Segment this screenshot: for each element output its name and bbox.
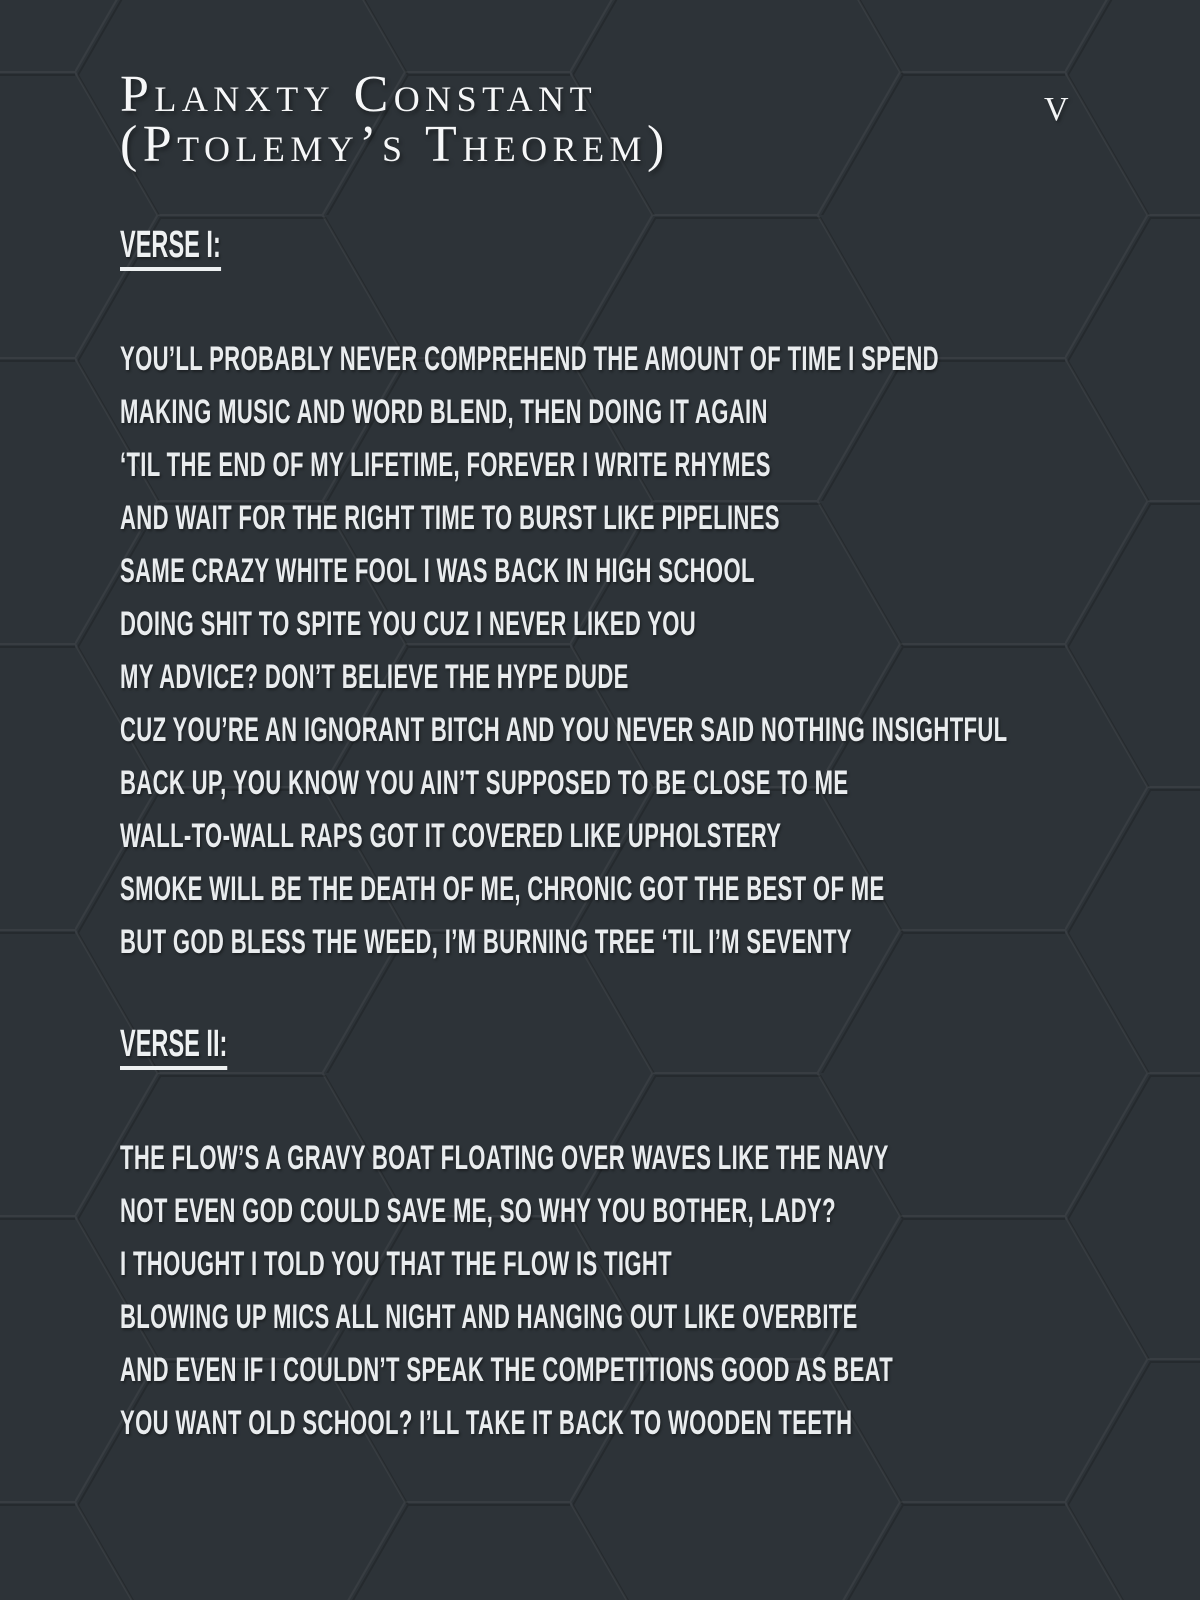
song-title-line-2: (Ptolemy’s Theorem) [120, 116, 670, 173]
page-marker: V [1044, 91, 1069, 128]
verse-2-lines [120, 1132, 1200, 1450]
lyric-line: MY ADVICE? DON’T BELIEVE THE HYPE DUDE [120, 658, 629, 696]
lyric-line: SAME CRAZY WHITE FOOL I WAS BACK IN HIGH SCHOOL [120, 552, 755, 590]
lyric-line: I THOUGHT I TOLD YOU THAT THE FLOW IS TIGHT [120, 1245, 673, 1283]
verse-2-heading-label: VERSE II: [120, 1023, 227, 1070]
lyric-line: ‘TIL THE END OF MY LIFETIME, FOREVER I WRITE RHYMES [120, 446, 771, 484]
lyric-line: THE FLOW’S A GRAVY BOAT FLOATING OVER WAVES LIKE THE NAVY [120, 1139, 889, 1177]
lyric-line: YOU’LL PROBABLY NEVER COMPREHEND THE AMOUNT OF TIME I SPEND [120, 340, 939, 378]
verse-1-heading-label: VERSE I: [120, 224, 221, 271]
lyric-line: BLOWING UP MICS ALL NIGHT AND HANGING OUT LIKE OVERBITE [120, 1298, 858, 1336]
lyric-line: WALL-TO-WALL RAPS GOT IT COVERED LIKE UPHOLSTERY [120, 817, 782, 855]
lyric-line: CUZ YOU’RE AN IGNORANT BITCH AND YOU NEVER SAID NOTHING INSIGHTFUL [120, 711, 1008, 749]
lyric-line: DOING SHIT TO SPITE YOU CUZ I NEVER LIKED YOU [120, 605, 697, 643]
verse-2-heading [120, 1023, 1200, 1070]
verse-1-heading [120, 224, 1200, 271]
verse-section-1 [120, 224, 1200, 969]
lyric-line: SMOKE WILL BE THE DEATH OF ME, CHRONIC GOT THE BEST OF ME [120, 870, 885, 908]
lyric-line: YOU WANT OLD SCHOOL? I’LL TAKE IT BACK TO WOODEN TEETH [120, 1404, 853, 1442]
lyric-line: AND EVEN IF I COULDN’T SPEAK THE COMPETITIONS GOOD AS BEAT [120, 1351, 894, 1389]
song-title [120, 66, 1200, 173]
verse-1-lines [120, 333, 1200, 969]
verse-section-2 [120, 1023, 1200, 1450]
lyric-line: NOT EVEN GOD COULD SAVE ME, SO WHY YOU BOTHER, LADY? [120, 1192, 836, 1230]
lyric-line: MAKING MUSIC AND WORD BLEND, THEN DOING IT AGAIN [120, 393, 768, 431]
lyric-line: BACK UP, YOU KNOW YOU AIN’T SUPPOSED TO BE CLOSE TO ME [120, 764, 849, 802]
song-title-line-1: Planxty Constant [120, 66, 598, 123]
lyric-line: BUT GOD BLESS THE WEED, I’M BURNING TREE ‘TIL I’M SEVENTY [120, 923, 852, 961]
lyric-line: AND WAIT FOR THE RIGHT TIME TO BURST LIKE PIPELINES [120, 499, 780, 537]
